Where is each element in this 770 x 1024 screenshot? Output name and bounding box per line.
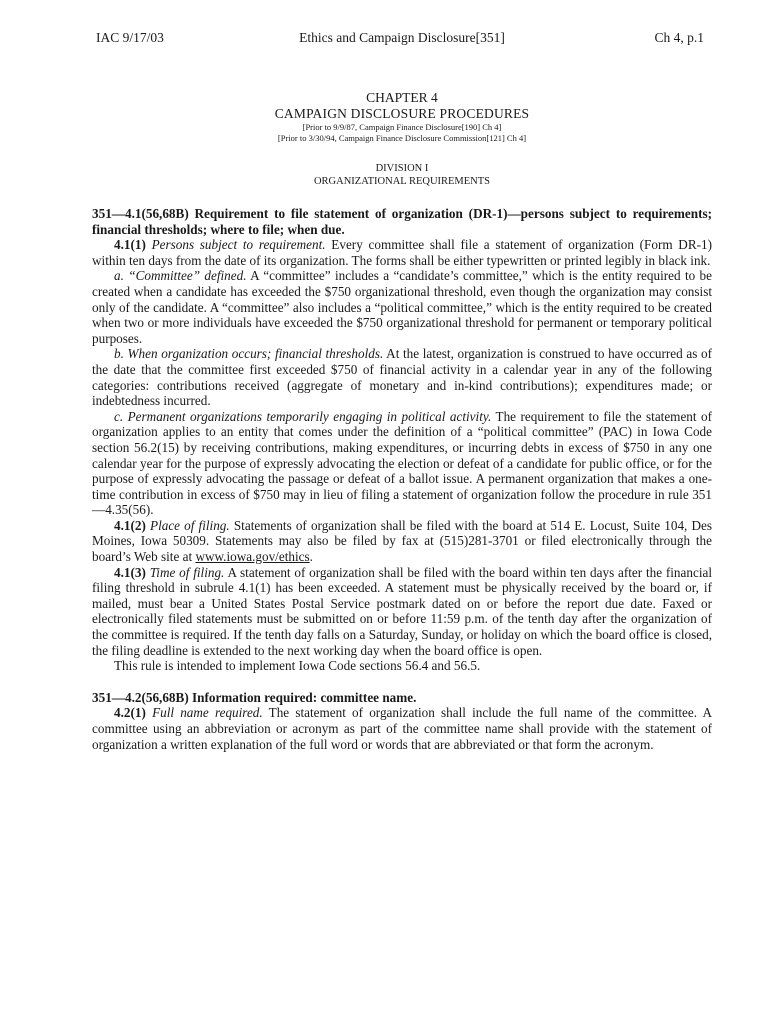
subrule-number: 4.1(1) bbox=[114, 237, 146, 253]
paragraph-text: The statement of organization shall include the full name of the committee. A committee using an abbreviation or acronym as part of the committee name shall provide with the statement of organization a written explanation of the full word or words that are abbreviated or that form the acronym. bbox=[92, 705, 713, 752]
subrule-paragraph bbox=[92, 565, 712, 659]
header-title: Ethics and Campaign Disclosure[351] bbox=[299, 30, 505, 45]
header-date: IAC 9/17/03 bbox=[96, 30, 164, 45]
subrule-paragraph bbox=[92, 237, 712, 268]
implementation-note: This rule is intended to implement Iowa Code sections 56.4 and 56.5. bbox=[114, 658, 481, 674]
chapter-number: CHAPTER 4 bbox=[366, 90, 438, 105]
subrule-paragraph bbox=[92, 705, 712, 752]
chapter-title: CAMPAIGN DISCLOSURE PROCEDURES bbox=[274, 106, 530, 121]
paragraph-label: c. bbox=[114, 408, 124, 424]
paragraph-text: At the latest, organization is construed to have occurred as of the date that the committee first exceeded $750 of financial activity in a calendar year in any of the following categories: contributions received (aggregate of monetary and in-kind contributions); expenditures made; or indebtedness incurred. bbox=[92, 346, 713, 409]
division-number: DIVISION I bbox=[375, 163, 429, 174]
division-heading bbox=[92, 162, 712, 188]
paragraph-label: b. bbox=[114, 346, 124, 362]
lettered-paragraph bbox=[92, 409, 712, 518]
paragraph-text: A “committee” includes a “candidate’s committee,” which is the entity required to be created when a candidate has exceeded the $750 organizational threshold, even though the organization may consist only of the candidate. A “committee” also includes a “political committee,” which is the entity required to be created when two or more individuals have exceeded the $750 organizational threshold for permanent or temporary political purposes. bbox=[92, 268, 712, 346]
header-page-number: Ch 4, p.1 bbox=[654, 30, 704, 45]
subrule-heading: Place of filing. bbox=[150, 517, 230, 533]
subrule-heading: Full name required. bbox=[152, 705, 263, 721]
lettered-paragraph bbox=[92, 346, 712, 408]
chapter-prior-note: [Prior to 9/9/87, Campaign Finance Disclosure[190] Ch 4] bbox=[302, 122, 502, 132]
subrule-heading: Persons subject to requirement. bbox=[151, 237, 326, 253]
paragraph-label: a. bbox=[114, 268, 124, 284]
subrule-number: 4.1(2) bbox=[114, 517, 146, 533]
paragraph-text: The requirement to file the statement of organization applies to an entity that comes under the definition of a “political committee” (PAC) in Iowa Code section 56.2(15) by receiving contributions, making expenditures, or incurring debts in excess of $750 in any one calendar year for the purpose of expressly advocating the election or defeat of a candidate for public office, or for the purpose of expressly advocating the passage or defeat of a ballot issue. A permanent organization that makes a one-time contribution in excess of $750 may in lieu of filing a statement of organization follow the procedure in rule 351—4.35(56). bbox=[92, 408, 713, 518]
document-page bbox=[92, 30, 712, 752]
rule-title: 351—4.2(56,68B) Information required: committee name. bbox=[92, 689, 417, 705]
paragraph-text: . bbox=[309, 549, 313, 565]
subrule-paragraph bbox=[92, 518, 712, 565]
rule-title: 351—4.1(56,68B) Requirement to file statement of organization (DR-1)—persons subject to requirements; financial thresholds; where to file; when due. bbox=[92, 206, 712, 237]
subrule-number: 4.2(1) bbox=[114, 705, 146, 721]
chapter-prior-note: [Prior to 3/30/94, Campaign Finance Disclosure Commission[121] Ch 4] bbox=[277, 133, 527, 143]
paragraph-text: Statements of organization shall be filed with the board at 514 E. Locust, Suite 104, Des Moines, Iowa 50309. Statements may also be filed by fax at (515)281-3701 or filed electronically through the board’s Web site at bbox=[92, 517, 713, 565]
document-body bbox=[92, 206, 712, 752]
lettered-paragraph bbox=[92, 268, 712, 346]
paragraph-text: Every committee shall file a statement of organization (Form DR-1) within ten days from the date of its organization. The forms shall be either typewritten or printed legibly in black ink. bbox=[92, 237, 712, 268]
ethics-website-link[interactable]: www.iowa.gov/ethics bbox=[195, 549, 310, 565]
paragraph-heading: Permanent organizations temporarily engaging in political activity. bbox=[127, 408, 492, 424]
subrule-number: 4.1(3) bbox=[114, 564, 146, 580]
paragraph-heading: When organization occurs; financial thresholds. bbox=[127, 346, 384, 362]
paragraph-text: A statement of organization shall be filed with the board within ten days after the financial filing threshold in subrule 4.1(1) has been exceeded. A statement must be physically received by the board or, if mailed, must bear a United States Postal Service postmark dated on or before the report due date. Faxed or electronically filed statements must be submitted on or before 11:59 p.m. of the tenth day after the organization of the committee is required. If the tenth day falls on a Saturday, Sunday, or holiday on which the board office is closed, the filing deadline is extended to the next working day when the board office is open. bbox=[92, 564, 713, 658]
division-title: ORGANIZATIONAL REQUIREMENTS bbox=[313, 176, 491, 187]
section-spacer bbox=[92, 674, 712, 690]
paragraph-heading: “Committee” defined. bbox=[128, 268, 247, 284]
running-header bbox=[92, 30, 712, 50]
subrule-heading: Time of filing. bbox=[149, 564, 225, 580]
chapter-heading bbox=[92, 90, 712, 144]
